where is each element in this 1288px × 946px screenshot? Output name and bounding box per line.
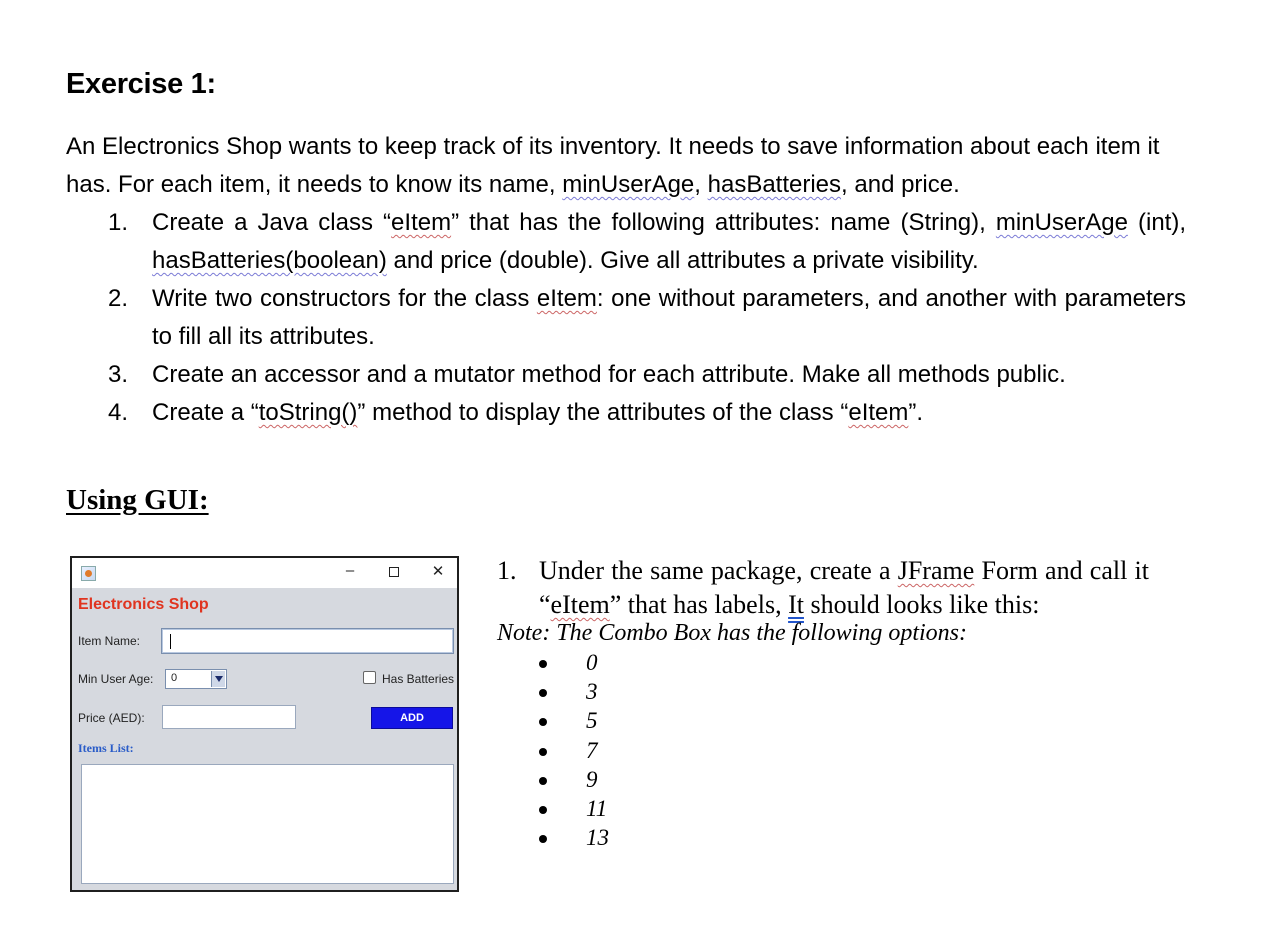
exercise-intro bbox=[66, 128, 1186, 204]
combo-option: 7 bbox=[536, 736, 609, 765]
intro-text: , and price. bbox=[841, 171, 960, 198]
task-number: 1. bbox=[108, 209, 129, 236]
maximize-icon bbox=[389, 567, 399, 577]
task-list bbox=[108, 204, 1186, 432]
intro-text: An Electronics Shop wants to keep track of its inventory. It needs to save information about each item it has. For each item, it needs to know its name, bbox=[66, 133, 1160, 198]
items-list-textarea[interactable] bbox=[81, 764, 454, 884]
task-item bbox=[108, 394, 1186, 432]
task-text: Create a “ bbox=[152, 399, 259, 426]
task-number: 2. bbox=[108, 285, 129, 312]
step-text: ” that has labels, bbox=[609, 590, 789, 619]
task-text: : one without parameters, and another with parameters to fill all its attributes. bbox=[152, 285, 1186, 350]
price-input[interactable] bbox=[162, 705, 296, 729]
combo-option: 9 bbox=[536, 765, 609, 794]
task-text: Create an accessor and a mutator method for each attribute. Make all methods public. bbox=[152, 361, 1066, 388]
task-text: (int), bbox=[1127, 209, 1187, 236]
task-text: ” method to display the attributes of the class “ bbox=[357, 399, 849, 426]
step-text: should looks like this: bbox=[803, 590, 1040, 619]
combo-option: 5 bbox=[536, 706, 609, 735]
task-text: ”. bbox=[908, 399, 924, 426]
step-text: Under the same package, create a bbox=[539, 556, 898, 585]
exercise-title: Exercise 1: bbox=[66, 68, 216, 100]
gui-step-item bbox=[497, 554, 1149, 622]
item-name-label: Item Name: bbox=[78, 634, 141, 648]
has-batteries-label: Has Batteries bbox=[382, 672, 455, 686]
combo-note: Note: The Combo Box has the following options: bbox=[497, 620, 967, 646]
task-text-tostring: toString() bbox=[258, 399, 358, 426]
combo-option: 0 bbox=[536, 648, 609, 677]
java-frame-window bbox=[70, 556, 459, 892]
combo-option: 3 bbox=[536, 677, 609, 706]
item-name-input[interactable] bbox=[161, 628, 454, 654]
task-text: ” that has the following attributes: name (String), bbox=[451, 209, 996, 236]
combo-options-list bbox=[536, 648, 609, 852]
step-number: 1. bbox=[497, 556, 517, 585]
min-user-age-label: Min User Age: bbox=[78, 672, 154, 686]
price-label: Price (AED): bbox=[78, 711, 145, 725]
task-text: Create a Java class “ bbox=[152, 209, 392, 236]
maximize-button[interactable] bbox=[382, 562, 406, 581]
chevron-down-icon[interactable] bbox=[211, 671, 225, 687]
task-text: Write two constructors for the class bbox=[152, 285, 537, 312]
gui-step-list bbox=[497, 554, 1149, 622]
task-text-min-user-age: minUserAge bbox=[995, 209, 1128, 236]
combo-selected-value: 0 bbox=[171, 672, 178, 684]
task-text: and price (double). Give all attributes a private visibility. bbox=[386, 247, 979, 274]
task-text-eitem: eItem bbox=[536, 285, 597, 312]
step-text-jframe: JFrame bbox=[897, 556, 975, 585]
intro-has-batteries: hasBatteries bbox=[707, 171, 842, 198]
gui-section-title: Using GUI: bbox=[66, 484, 209, 516]
task-text-eitem: eItem bbox=[848, 399, 909, 426]
combo-option: 13 bbox=[536, 823, 609, 852]
task-item bbox=[108, 280, 1186, 356]
java-app-icon bbox=[81, 566, 96, 581]
add-button[interactable]: ADD bbox=[371, 707, 453, 729]
task-number: 3. bbox=[108, 361, 129, 388]
task-number: 4. bbox=[108, 399, 129, 426]
step-text-eitem: eItem bbox=[550, 590, 610, 619]
min-user-age-combo[interactable] bbox=[165, 669, 227, 689]
items-list-label: Items List: bbox=[78, 741, 134, 755]
shop-title-label: Electronics Shop bbox=[78, 596, 209, 613]
combo-option: 11 bbox=[536, 794, 609, 823]
task-item bbox=[108, 204, 1186, 280]
intro-min-user-age: minUserAge bbox=[562, 171, 695, 198]
close-button[interactable]: ✕ bbox=[431, 563, 445, 580]
task-item bbox=[108, 356, 1186, 394]
window-titlebar bbox=[72, 558, 457, 588]
step-text: Form and call it “ bbox=[539, 556, 1149, 619]
task-text-eitem: eItem bbox=[391, 209, 452, 236]
minimize-button[interactable]: – bbox=[345, 562, 355, 579]
has-batteries-checkbox[interactable] bbox=[363, 671, 376, 684]
task-text-has-batteries: hasBatteries(boolean) bbox=[152, 247, 387, 274]
step-text-it: It bbox=[788, 590, 804, 619]
intro-text: , bbox=[694, 171, 708, 198]
